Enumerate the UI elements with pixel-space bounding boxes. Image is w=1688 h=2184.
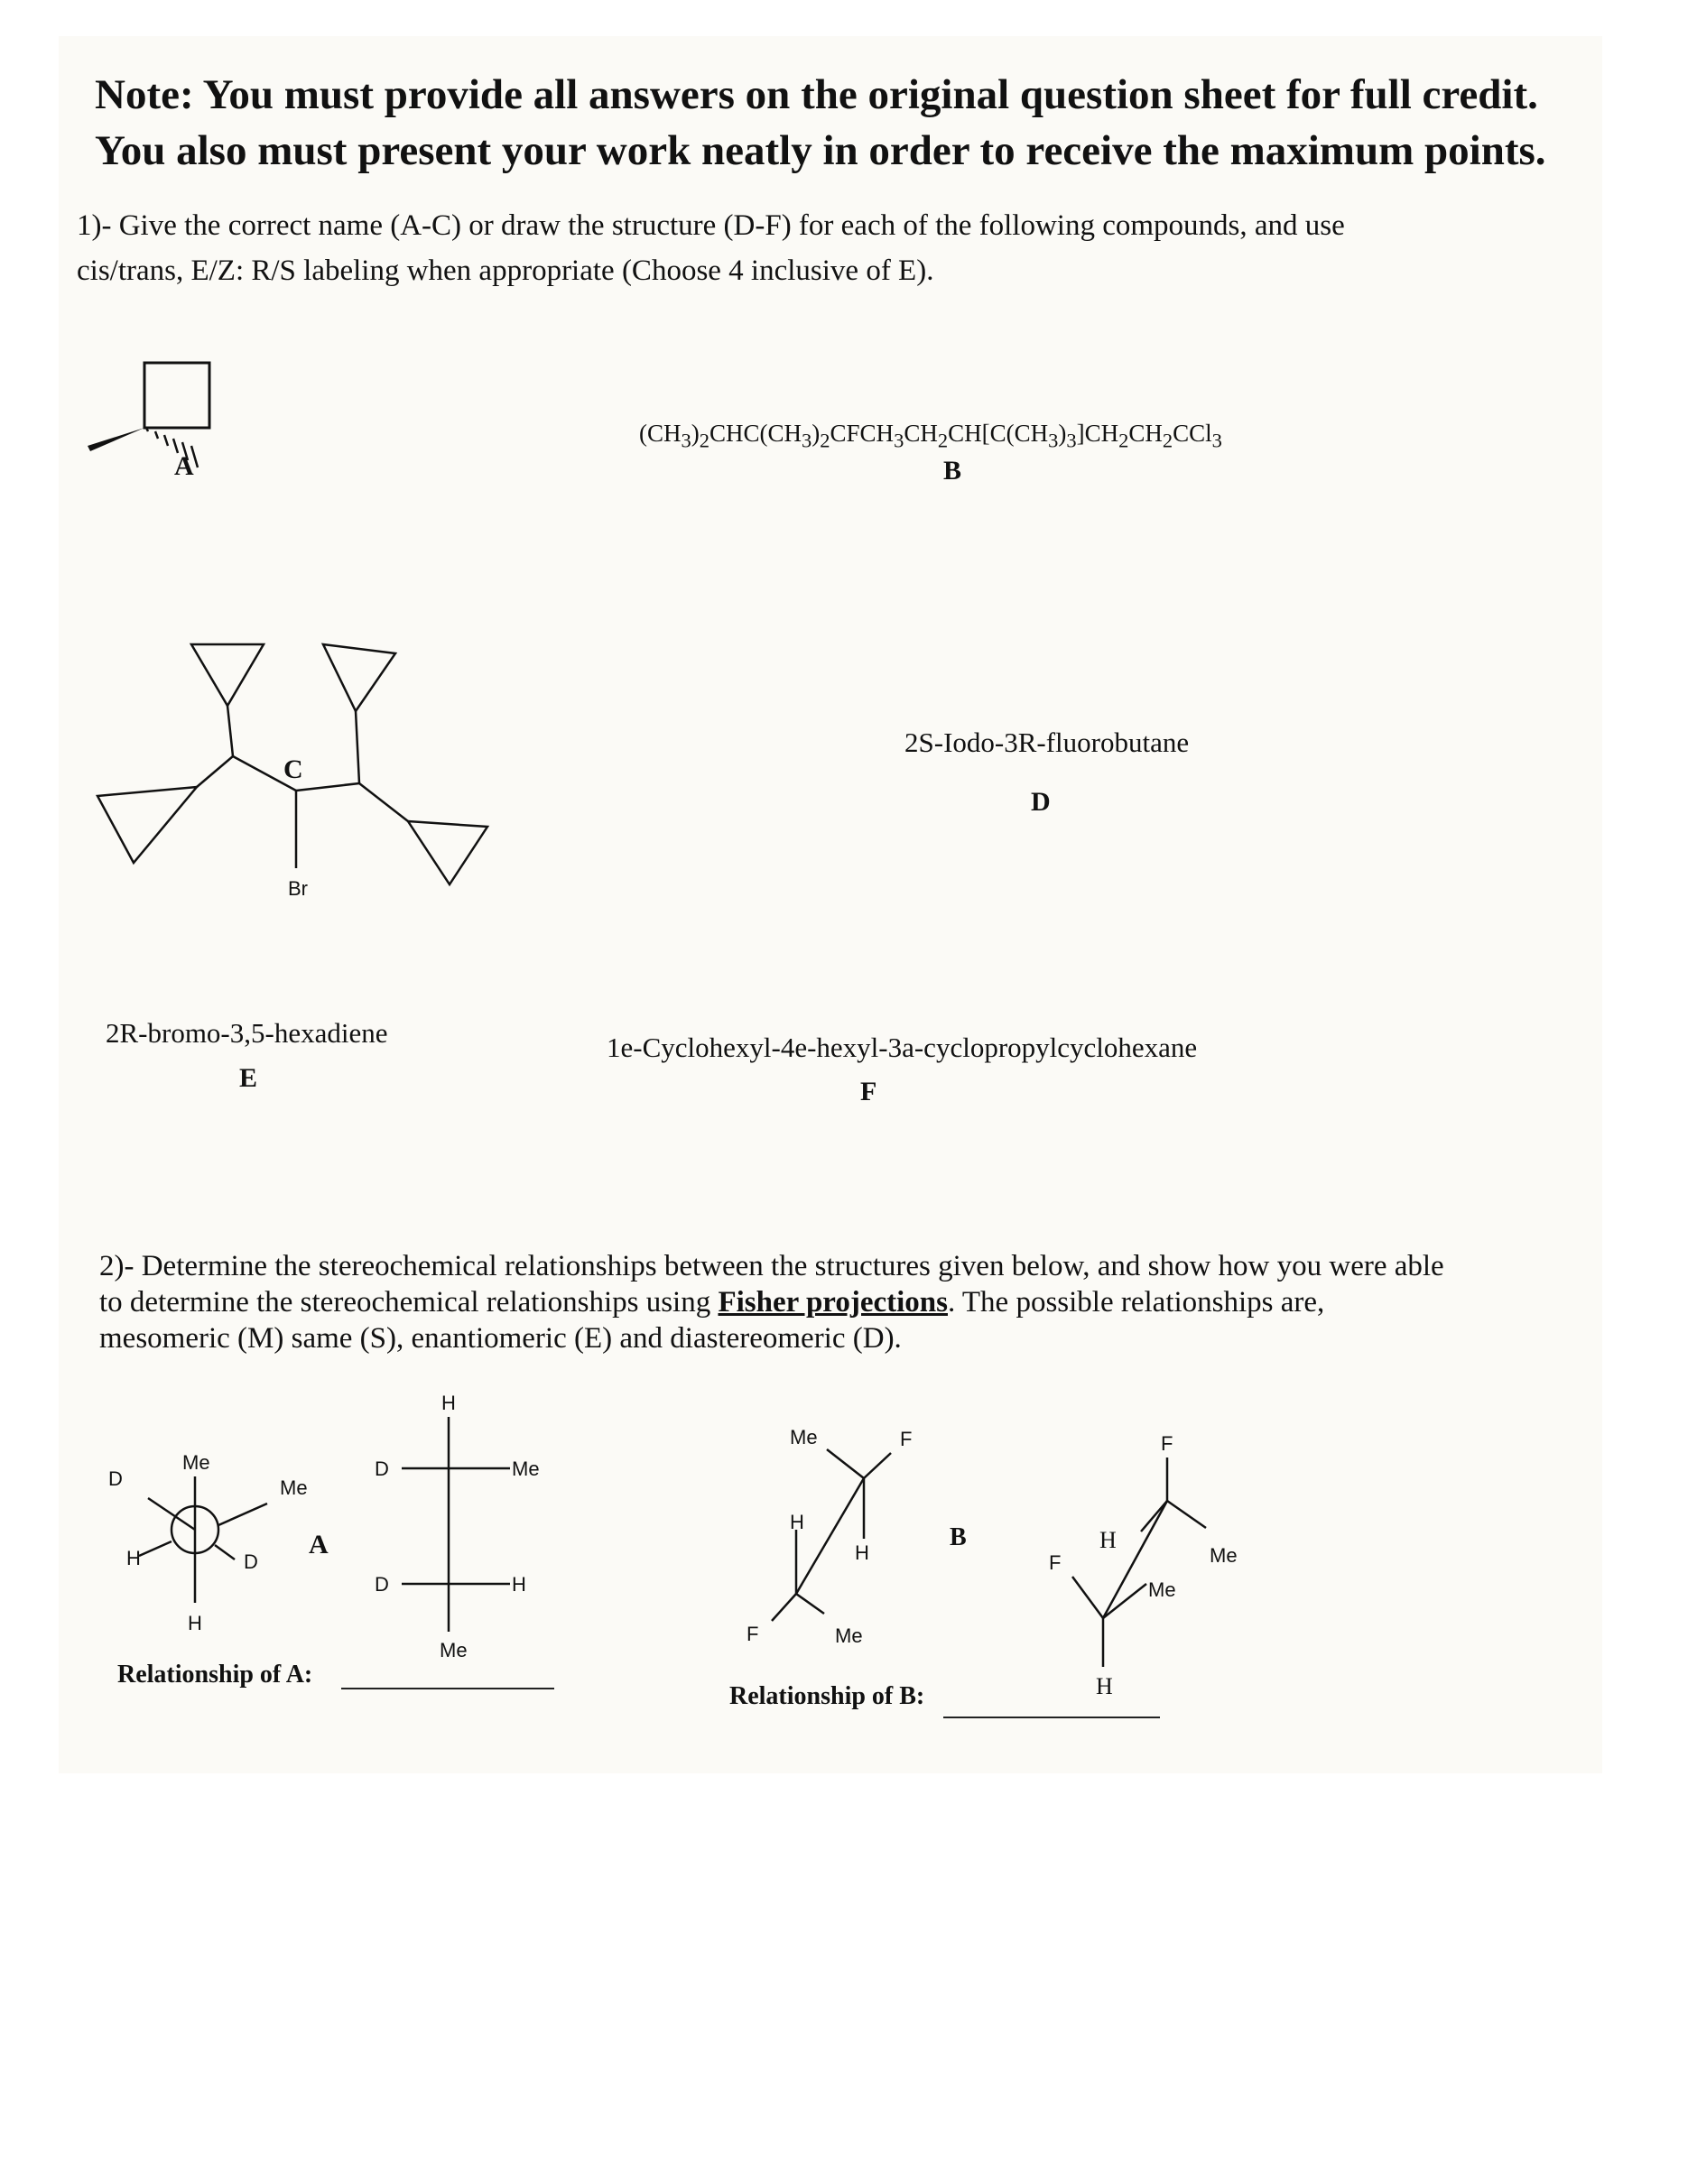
sawhorse-2-f-top: F [1161,1432,1173,1455]
relationship-b-answer-line[interactable] [943,1717,1160,1718]
newman-front-left: D [108,1467,123,1490]
sawhorse-2 [1038,1421,1264,1710]
note-line-2: You also must present your work neatly in order to receive the maximum points. [95,127,1546,174]
compound-b-formula: $(CH_3)_2CHC(CH_3)_2CFCH_3CH_2CH[C(CH_3)_3]CH_2CH_2CCl_3$ [639,420,1222,452]
fischer-top: H [441,1392,456,1414]
fischer-r1-right: Me [512,1458,540,1480]
sawhorse-1-h-left: H [790,1511,804,1533]
compound-d-label: D [1031,787,1051,817]
compound-d-name: 2S-Iodo-3R-fluorobutane [904,726,1190,758]
sawhorse-1-h-mid: H [855,1541,869,1564]
question-2-line-2-post: . The possible relationships are, [947,1286,1325,1319]
question-2-line-2-pre: to determine the stereochemical relationships using [99,1286,719,1319]
fischer-r2-left: D [375,1573,389,1596]
sawhorse-2-me-right: Me [1210,1544,1238,1567]
relationship-b-label: Relationship of B: [729,1682,925,1710]
compound-e-label: E [239,1063,258,1093]
question-2-line-1: 2)- Determine the stereochemical relationships between the structures given below, and show how you were able [99,1250,1444,1282]
sawhorse-2-f-left: F [1049,1551,1062,1574]
fischer-projection [366,1390,573,1670]
question-2-line-2 [99,1286,1324,1319]
question-2-line-3: mesomeric (M) same (S), enantiomeric (E) and diastereomeric (D). [99,1322,902,1355]
compound-a-structure [86,352,302,496]
newman-back-lowright: D [244,1550,258,1573]
compound-b-label: B [943,456,962,486]
fischer-r2-right: H [512,1573,526,1596]
fischer-bottom: Me [440,1639,468,1661]
fisher-projections-text: Fisher projections [718,1286,948,1319]
compound-f-label: F [860,1077,877,1106]
newman-back-right: Me [280,1476,308,1499]
group-b-label: B [950,1523,967,1551]
relationship-a-answer-line[interactable] [341,1688,554,1689]
sawhorse-1-me-bottom: Me [835,1624,863,1647]
newman-projection [108,1444,343,1652]
sawhorse-2-h-left: H [1099,1527,1117,1553]
compound-f-name: 1e-Cyclohexyl-4e-hexyl-3a-cyclopropylcyclohexane [607,1032,1198,1063]
sawhorse-1 [736,1417,943,1661]
sawhorse-1-me-top: Me [790,1426,818,1448]
sawhorse-2-h-bottom: H [1096,1673,1113,1699]
relationship-a-label: Relationship of A: [117,1661,313,1689]
question-1-line-2: cis/trans, E/Z: R/S labeling when appropriate (Choose 4 inclusive of E). [77,254,934,287]
newman-front-bottom: H [188,1612,202,1634]
atom-br: Br [288,877,308,900]
compound-e-name: 2R-bromo-3,5-hexadiene [106,1017,388,1049]
group-a-label: A [309,1530,329,1559]
newman-front-top: Me [182,1451,210,1474]
sawhorse-2-me-mid: Me [1148,1578,1176,1601]
compound-a-label: A [174,451,194,481]
note-line-1: Note: You must provide all answers on the original question sheet for full credit. [95,71,1538,118]
fischer-r1-left: D [375,1458,389,1480]
question-1-line-1: 1)- Give the correct name (A-C) or draw the structure (D-F) for each of the following compounds, and use [77,209,1345,242]
newman-back-left: H [126,1547,141,1569]
sawhorse-1-f-top: F [900,1428,913,1450]
sawhorse-1-f-bottom: F [747,1623,759,1645]
compound-c-label: C [283,754,303,784]
